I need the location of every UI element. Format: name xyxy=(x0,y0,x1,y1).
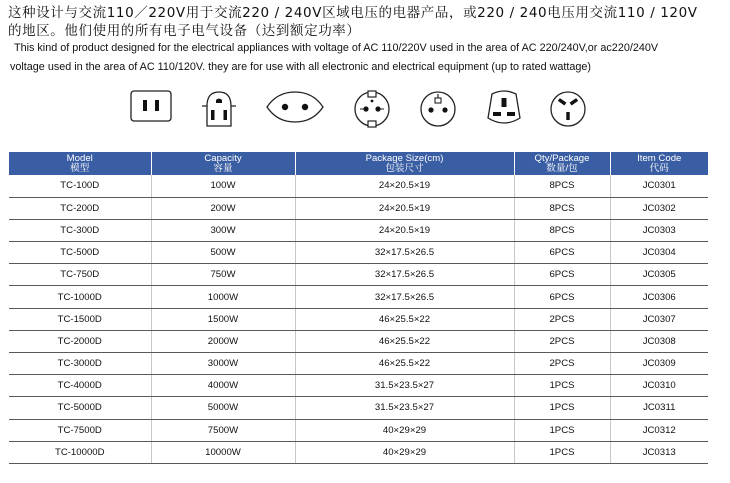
cell-package-size: 46×25.5×22 xyxy=(295,330,514,352)
cell-item-code: JC0304 xyxy=(610,242,708,264)
table-body xyxy=(9,175,708,463)
cell-package-size: 46×25.5×22 xyxy=(295,353,514,375)
cell-capacity: 10000W xyxy=(151,441,295,463)
column-header-cn: 模型 xyxy=(70,162,90,174)
cell-package-size: 32×17.5×26.5 xyxy=(295,242,514,264)
table-row xyxy=(9,441,708,463)
cell-qty-package: 2PCS xyxy=(514,330,610,352)
cell-qty-package: 6PCS xyxy=(514,242,610,264)
column-header-en: Qty/Package xyxy=(534,152,590,164)
cell-model: TC-750D xyxy=(9,264,151,286)
cell-model: TC-1000D xyxy=(9,286,151,308)
table-row xyxy=(9,308,708,330)
cell-item-code: JC0313 xyxy=(610,441,708,463)
cell-package-size: 24×20.5×19 xyxy=(295,219,514,241)
us-plug-icon xyxy=(129,88,173,126)
table-row xyxy=(9,330,708,352)
table-row xyxy=(9,419,708,441)
table-row xyxy=(9,353,708,375)
cell-model: TC-3000D xyxy=(9,353,151,375)
cell-package-size: 31.5×23.5×27 xyxy=(295,375,514,397)
cell-item-code: JC0309 xyxy=(610,353,708,375)
cell-qty-package: 2PCS xyxy=(514,308,610,330)
cell-capacity: 750W xyxy=(151,264,295,286)
table-row xyxy=(9,175,708,197)
uk-socket-icon xyxy=(484,88,524,130)
cell-model: TC-2000D xyxy=(9,330,151,352)
cell-package-size: 32×17.5×26.5 xyxy=(295,286,514,308)
cell-qty-package: 8PCS xyxy=(514,175,610,197)
cell-package-size: 24×20.5×19 xyxy=(295,197,514,219)
table-row xyxy=(9,197,708,219)
column-header-en: Model xyxy=(66,152,93,164)
us-grounded-socket-icon xyxy=(199,88,239,130)
cell-model: TC-7500D xyxy=(9,419,151,441)
cell-item-code: JC0306 xyxy=(610,286,708,308)
intro-en-line-2: voltage used in the area of AC 110/120V. they are for use with all electronic and electrical equipment (up to rated wattage) xyxy=(10,61,591,73)
cell-model: TC-300D xyxy=(9,219,151,241)
cell-item-code: JC0310 xyxy=(610,375,708,397)
cell-capacity: 300W xyxy=(151,219,295,241)
cell-capacity: 1500W xyxy=(151,308,295,330)
cell-package-size: 24×20.5×19 xyxy=(295,175,514,197)
cell-capacity: 500W xyxy=(151,242,295,264)
cell-item-code: JC0302 xyxy=(610,197,708,219)
cell-capacity: 5000W xyxy=(151,397,295,419)
product-spec-table xyxy=(9,152,708,464)
cell-qty-package: 1PCS xyxy=(514,441,610,463)
cell-capacity: 2000W xyxy=(151,330,295,352)
french-socket-icon xyxy=(418,88,458,130)
cell-capacity: 3000W xyxy=(151,353,295,375)
table-row xyxy=(9,264,708,286)
intro-cn-line-2: 的地区。他们使用的所有电子电气设备（达到额定功率） xyxy=(8,23,361,39)
schuko-socket-icon xyxy=(352,88,392,130)
cell-model: TC-10000D xyxy=(9,441,151,463)
euro-plug-icon xyxy=(263,88,327,126)
column-header-cn: 包装尺寸 xyxy=(385,162,424,174)
column-header-en: Package Size(cm) xyxy=(365,152,444,164)
column-header-item-code xyxy=(610,152,708,175)
cell-model: TC-500D xyxy=(9,242,151,264)
cell-package-size: 46×25.5×22 xyxy=(295,308,514,330)
intro-cn-line-1: 这种设计与交流110／220V用于交流220 / 240V区域电压的电器产品，或220 / 240电压用交流110 / 120V xyxy=(8,5,698,21)
plug-type-icons xyxy=(0,88,730,132)
cell-item-code: JC0307 xyxy=(610,308,708,330)
cell-qty-package: 8PCS xyxy=(514,197,610,219)
cell-qty-package: 1PCS xyxy=(514,375,610,397)
cell-qty-package: 1PCS xyxy=(514,419,610,441)
cell-qty-package: 6PCS xyxy=(514,286,610,308)
cell-package-size: 40×29×29 xyxy=(295,419,514,441)
cell-model: TC-200D xyxy=(9,197,151,219)
cell-item-code: JC0305 xyxy=(610,264,708,286)
cell-item-code: JC0303 xyxy=(610,219,708,241)
cell-capacity: 1000W xyxy=(151,286,295,308)
cell-capacity: 200W xyxy=(151,197,295,219)
cell-item-code: JC0308 xyxy=(610,330,708,352)
cell-item-code: JC0311 xyxy=(610,397,708,419)
cell-qty-package: 6PCS xyxy=(514,264,610,286)
column-header-qty-package xyxy=(514,152,610,175)
column-header-cn: 代码 xyxy=(649,162,669,174)
australian-socket-icon xyxy=(548,88,588,130)
cell-model: TC-100D xyxy=(9,175,151,197)
column-header-en: Item Code xyxy=(637,152,682,164)
table-header xyxy=(9,152,708,175)
cell-model: TC-4000D xyxy=(9,375,151,397)
cell-item-code: JC0301 xyxy=(610,175,708,197)
column-header-en: Capacity xyxy=(204,152,242,164)
cell-item-code: JC0312 xyxy=(610,419,708,441)
cell-model: TC-1500D xyxy=(9,308,151,330)
cell-package-size: 40×29×29 xyxy=(295,441,514,463)
table-row xyxy=(9,242,708,264)
cell-capacity: 100W xyxy=(151,175,295,197)
cell-model: TC-5000D xyxy=(9,397,151,419)
cell-qty-package: 2PCS xyxy=(514,353,610,375)
table-row xyxy=(9,375,708,397)
cell-package-size: 32×17.5×26.5 xyxy=(295,264,514,286)
column-header-package-size xyxy=(295,152,514,175)
cell-qty-package: 8PCS xyxy=(514,219,610,241)
column-header-cn: 容量 xyxy=(213,162,233,174)
column-header-cn: 数量/包 xyxy=(546,162,578,174)
intro-en-line-1: This kind of product designed for the electrical appliances with voltage of AC 110/220V used in the area of AC 220/240V,or ac220/240V xyxy=(14,42,659,54)
cell-qty-package: 1PCS xyxy=(514,397,610,419)
table-row xyxy=(9,286,708,308)
cell-capacity: 7500W xyxy=(151,419,295,441)
column-header-capacity xyxy=(151,152,295,175)
table-row xyxy=(9,397,708,419)
cell-package-size: 31.5×23.5×27 xyxy=(295,397,514,419)
cell-capacity: 4000W xyxy=(151,375,295,397)
table-row xyxy=(9,219,708,241)
column-header-model xyxy=(9,152,151,175)
